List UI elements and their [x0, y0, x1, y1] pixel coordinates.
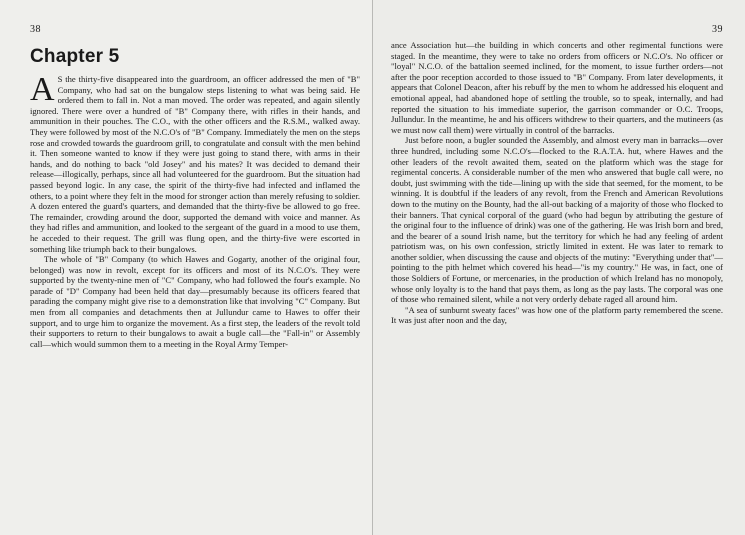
paragraph: The whole of "B" Company (to which Hawes and Gogarty, another of the original four, belonged) was now in revolt, except for its officers and most of its N.C.O's. They were supported by the twenty-nine men of "C" Company, who had followed the four's example. No parade of "D" Company had been held that day—presumably because its officers feared that parading the company might give rise to a demonstration like that involving "C" Company. But men from all companies and detachments then at Jullundur came to Hawes to offer their support, and to urge him to organize the movement. As a first step, the leaders of the revolt told their supporters to return to their bungalows to await a bugle call—the "Fall-in" or Assembly call—which would summon them to a meeting in the Royal Army Temper- — [30, 254, 360, 349]
right-page — [373, 0, 745, 535]
left-body — [30, 71, 360, 349]
right-body — [391, 40, 723, 326]
paragraph: AS the thirty-five disappeared into the guardroom, an officer addressed the men of "B" Company, who had sat on the bungalow steps listening to what was being said. He ordered them to fall in. Not a man moved. The order was repeated, and again silently ignored. There were over a hundred of "B" Company there, with rifles in their hands, and ammunition in their pouches. The C.O., with the other officers and the R.S.M., walked away. They were followed by most of the N.C.O's of "B" Company. Immediately the men on the steps rose and crowded towards the guardroom grill, to congratulate and consult with the men behind it. Then someone wanted to know if they were just going to stand there, with arms in their hands, and do nothing to back "old Josey" and his mates? It was decided to demand their release—illogically, perhaps, since all had volunteered for the guardroom. But the situation had passed beyond logic. In any case, the spirit of the thirty-five had infected and inflamed the others, to a point where they felt in the mood for stronger action than merely refusing to soldier. A dozen entered the guard's quarters, and demanded that the thirty-five be allowed to go free. The remainder, crowding around the door, supported the demand with voice and manner. As they had rifles and ammunition, and looked to the sergeant of the guard in a mood to use them, he acceded to their request. The grill was flung open, and the thirty-five were escorted in something like triumph back to their bungalows. — [30, 71, 360, 254]
paragraph: "A sea of sunburnt sweaty faces" was how one of the platform party remembered the scene. It was just after noon and the day, — [391, 304, 723, 326]
left-page — [0, 0, 372, 535]
chapter-title: Chapter 5 — [30, 46, 120, 67]
left-page-number: 38 — [30, 24, 41, 35]
paragraph: ance Association hut—the building in which concerts and other regimental functions were staged. In the meantime, they were to take no orders from officers or N.C.O's. No officer or "loyal" N.C.O. of the battalion seemed inclined, for the moment, to issue further orders—not after the poor reception accorded to those issued to "B" Company. From later developments, it appears that Colonel Deacon, after his rebuff by the men to whom he addressed his eloquent and emotional appeal, had abandoned hope of settling the trouble, so to speak, internally, and had reported the situation to his immediate superior, the garrison commander or O.C. Troops, Jullundur. In the meantime, he and his officers withdrew to their quarters, and the mutineers (as we must now call them) were virtually in control of the barracks. — [391, 40, 723, 135]
right-page-number: 39 — [712, 24, 723, 35]
paragraph: Just before noon, a bugler sounded the Assembly, and almost every man in barracks—over three hundred, including some N.C.O's—flocked to the R.A.T.A. hut, where Hawes and the other leaders of the revolt awaited them, seated on the platform which was the stage for regimental concerts. A considerable number of the men who answered that bugle call were, no doubt, just swimming with the tide—lining up with the side that seemed, for the moment, to be winning. It is doubtful if the leaders of any revolt, from the French and American Revolutions down to the mutiny on the Bounty, had the all-out backing of a majority of those who flocked to their banners. That cynical corporal of the guard (who had begun by attributing the gesture of the original four to the influence of drink) was one of the gathering. He was Irish born and bred, and the bearer of a sound Irish name, but the territory for which he had any feeling of ardent patriotism was, on his own confession, strictly limited in extent. He was later to remark to another soldier, when discussing the cause and objects of the mutiny: "Everything under that"—pointing to the pith helmet which covered his head—"is my country." He was, in fact, one of those Soldiers of Fortune, or mercenaries, in the production of which Ireland has no monopoly, whose only loyalty is to the hand that pays them, as long as the pay lasts. The corporal was one of those who remained silent, while a not very orderly debate raged all around him. — [391, 135, 723, 305]
